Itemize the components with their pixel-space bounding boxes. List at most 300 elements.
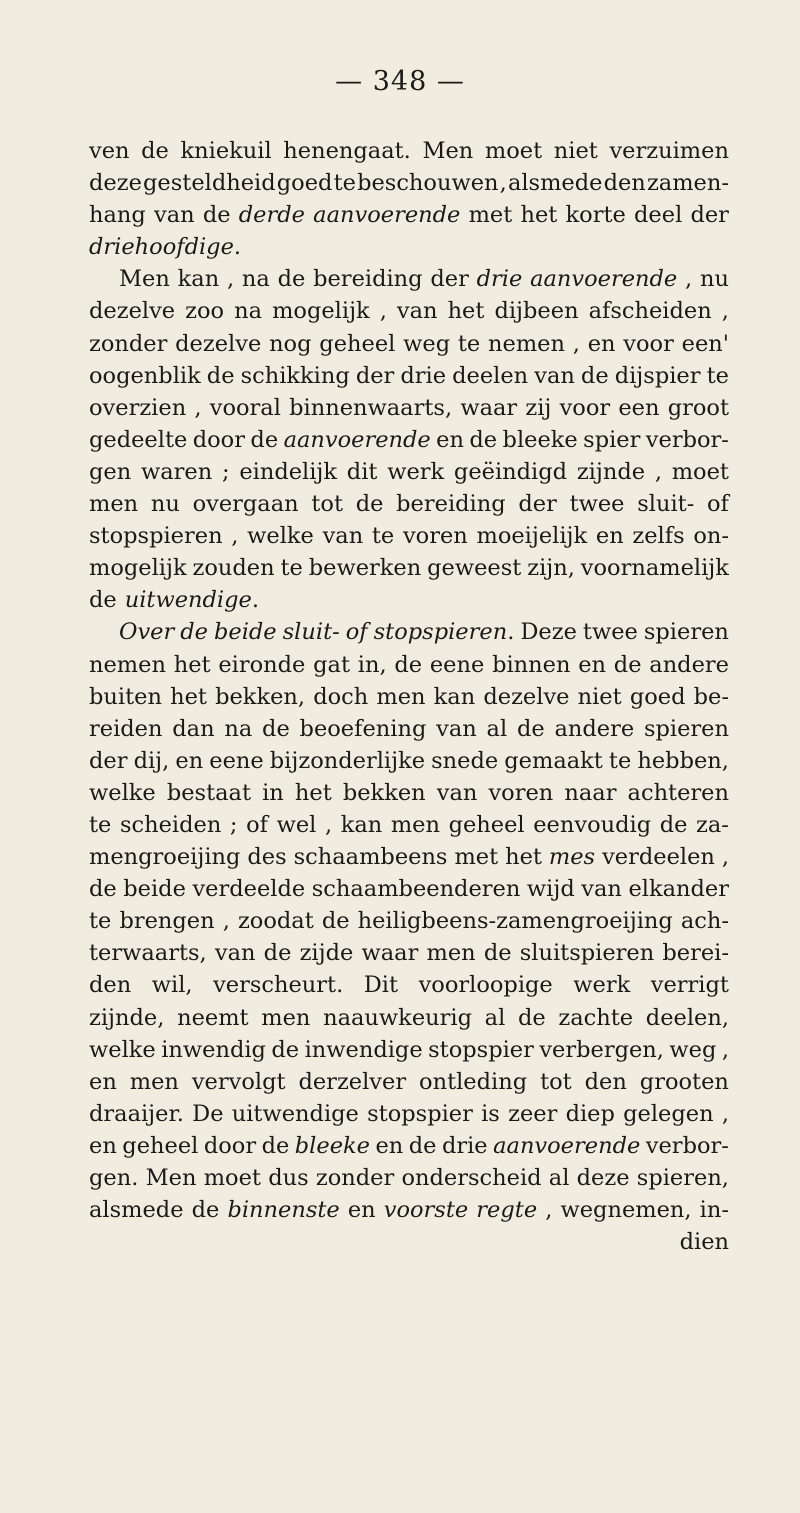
word: der [430, 266, 469, 293]
word: binnenwaarts, [289, 394, 453, 421]
word: gelegen [623, 1100, 714, 1127]
word: binnen [492, 651, 571, 678]
word: brengen [119, 908, 215, 935]
word: stopspier [367, 1100, 473, 1127]
word: werk [573, 972, 631, 999]
body-text [89, 135, 729, 1258]
word: de [516, 715, 545, 742]
text-line [89, 520, 729, 552]
text-line [89, 360, 729, 392]
word: mogelijk [89, 555, 187, 582]
word: met [468, 202, 513, 229]
word: welke [89, 1036, 156, 1063]
word: zonder [315, 1165, 395, 1191]
word: de [517, 1004, 546, 1031]
word: is [481, 1100, 500, 1127]
word: beide [123, 876, 186, 903]
word: zij [525, 394, 552, 421]
word: berei- [662, 940, 729, 967]
word: men [426, 940, 476, 967]
word: waren [140, 458, 213, 485]
word: , [721, 844, 729, 871]
word: ontleding [419, 1068, 528, 1095]
word: deelen [452, 362, 529, 389]
word: en [347, 1197, 376, 1224]
word: de [262, 715, 290, 742]
word: naar [564, 779, 617, 806]
word: diep [565, 1100, 615, 1127]
page-number-header: — 348 — [335, 66, 465, 97]
word: andere [649, 651, 729, 678]
text-line [89, 873, 729, 905]
word: eenvoudig [533, 811, 652, 838]
word: voornamelijk [580, 555, 729, 582]
word: kan [177, 266, 220, 293]
word: zamen- [646, 170, 729, 197]
word: binnenste [227, 1197, 340, 1224]
word: in [262, 779, 284, 806]
word: achteren [627, 779, 729, 806]
word: welke [89, 779, 156, 806]
word: en [89, 1132, 117, 1159]
word: schaambeenderen [311, 876, 521, 903]
text-line [89, 905, 729, 937]
word: goed [629, 683, 686, 710]
word: het [173, 651, 211, 678]
word: overzien [89, 394, 187, 421]
word: zelfs [632, 523, 685, 550]
word: , [194, 394, 202, 421]
word: buiten [89, 683, 162, 710]
word: te [457, 330, 481, 357]
word: eene [209, 747, 264, 774]
word: een' [681, 330, 729, 357]
word: Men [119, 266, 170, 293]
word: de [613, 651, 642, 678]
word: ach- [680, 908, 729, 935]
word: twee [582, 619, 638, 646]
text-line [89, 488, 729, 520]
word: spieren [643, 715, 729, 742]
word: alsmede [89, 1197, 184, 1224]
word: men [261, 1004, 311, 1031]
word: beoefening [299, 715, 427, 742]
word: mogelijk [272, 298, 370, 325]
word: de [394, 651, 423, 678]
word: bleeke [502, 426, 578, 453]
word: van [396, 298, 438, 325]
text-line [89, 231, 729, 263]
word: bereiding [396, 491, 506, 518]
word: de [141, 138, 169, 164]
word: en [375, 1132, 404, 1159]
word: geheel [122, 1132, 199, 1159]
word: sluit- [637, 491, 695, 518]
word: stopspieren [89, 523, 223, 550]
word: der [89, 747, 128, 774]
word: tot [540, 1068, 572, 1095]
word: de [659, 811, 688, 838]
word: scheiden [119, 811, 222, 838]
word: na [224, 715, 253, 742]
word: en [587, 330, 616, 357]
word: Men [145, 1165, 197, 1191]
word: Over [119, 619, 175, 646]
word: en [436, 426, 464, 453]
word: voorste [383, 1197, 469, 1224]
word: zijnde [576, 458, 646, 485]
word: sluitspieren [519, 940, 655, 967]
word: aanvoerende [530, 266, 678, 293]
word: met [454, 844, 499, 871]
word: bestaat [166, 779, 252, 806]
word: derzelver [298, 1068, 407, 1095]
text-line [89, 1066, 729, 1098]
word: en [578, 651, 607, 678]
word: alsmede [507, 170, 603, 197]
word: bekken [342, 779, 426, 806]
word: van [322, 523, 364, 550]
word: het [447, 298, 485, 325]
word: tot [311, 491, 343, 518]
word: mengroeijing [89, 844, 241, 871]
word: men [390, 811, 440, 838]
word: moet [484, 138, 543, 164]
word: gen [89, 458, 132, 485]
word: , [721, 1100, 729, 1127]
text-line [89, 649, 729, 681]
word: verdeelde [192, 876, 306, 903]
word: regte [476, 1197, 538, 1224]
word: hebben, [637, 747, 729, 774]
word: reiden [89, 715, 163, 742]
word: van [534, 362, 575, 389]
text-line [89, 424, 729, 456]
word: driehoofdige. [89, 234, 242, 261]
word: het [505, 844, 542, 871]
word: de [271, 1036, 300, 1063]
word: uitwendige. [124, 587, 259, 614]
word: voorloopige [418, 972, 553, 999]
word: beide [213, 619, 277, 646]
word: , [721, 298, 729, 325]
word: de [89, 587, 117, 614]
word: eene [429, 651, 485, 678]
word: ven [89, 138, 130, 164]
word: doch [313, 683, 369, 710]
word: ; [229, 811, 238, 838]
text-line [89, 745, 729, 777]
word: , [654, 458, 662, 485]
word: zijnde, [89, 1004, 165, 1031]
word: verbergen, [539, 1036, 664, 1063]
word: dijbeen [494, 298, 579, 325]
word: beschouwen [357, 170, 499, 197]
word: nemen [488, 330, 565, 357]
word: groot [667, 394, 729, 421]
word: , [499, 170, 507, 197]
word: in, [357, 651, 387, 678]
word: moet [671, 458, 729, 485]
text-line [89, 1098, 729, 1130]
word: deze [576, 1165, 630, 1191]
word: dit [346, 458, 378, 485]
word: kniekuil [180, 138, 272, 164]
word: eironde [218, 651, 306, 678]
word: inwendig [161, 1036, 266, 1063]
word: de [261, 1132, 290, 1159]
word: stopspier [428, 1036, 534, 1063]
word: andere [554, 715, 635, 742]
word: de [191, 1197, 220, 1224]
word: der [518, 491, 557, 518]
word: gemaakt [504, 747, 603, 774]
word: naauwkeurig [323, 1004, 472, 1031]
word: der [690, 202, 729, 229]
word: een [618, 394, 660, 421]
text-line [89, 1034, 729, 1066]
text-line [89, 392, 729, 424]
word: dezelve [483, 683, 570, 710]
word: moet [203, 1165, 261, 1191]
word: geheel [448, 811, 525, 838]
word: zachte [558, 1004, 634, 1031]
word: den [584, 1068, 627, 1095]
word: Deze [520, 619, 577, 646]
word: schaambeens [293, 844, 448, 871]
word: verzuimen [609, 138, 729, 164]
word: de [263, 940, 292, 967]
word: vervolgt [191, 1068, 286, 1095]
word: bekken, [215, 683, 306, 710]
word: al [486, 715, 508, 742]
word: te [371, 523, 395, 550]
text-line [89, 295, 729, 327]
word: de [483, 940, 512, 967]
word: zijn, [527, 555, 575, 582]
word: neemt [177, 1004, 249, 1031]
word: on- [693, 523, 729, 550]
word: te [608, 747, 632, 774]
word: oogenblik [89, 362, 201, 389]
word: elkander [628, 876, 729, 903]
word: in- [699, 1197, 729, 1224]
word: wel [276, 811, 317, 838]
word: de [180, 619, 208, 646]
word: aanvoerende [313, 202, 461, 229]
word: aanvoerende [493, 1132, 641, 1159]
word: van [436, 715, 477, 742]
word: Dit [363, 972, 399, 999]
word: , [685, 266, 693, 293]
word: dan [172, 715, 215, 742]
text-line [89, 1226, 729, 1258]
text-line [89, 552, 729, 584]
text-line [89, 199, 729, 231]
word: van [154, 202, 195, 229]
word: inwendige [304, 1036, 423, 1063]
word: deel [634, 202, 683, 229]
word: De [192, 1100, 224, 1127]
word: twee [569, 491, 625, 518]
word: , [324, 811, 333, 838]
word: weg [403, 330, 451, 357]
word: spier [583, 426, 641, 453]
word: men [376, 683, 426, 710]
word: drie [400, 362, 447, 389]
word: men [129, 1068, 179, 1095]
word: , [231, 523, 239, 550]
word: geweest [427, 555, 522, 582]
word: overgaan [192, 491, 299, 518]
word: Men [422, 138, 474, 164]
text-line [89, 809, 729, 841]
word: ; [221, 458, 230, 485]
text-line [89, 777, 729, 809]
text-line [89, 969, 729, 1001]
word: na [234, 298, 263, 325]
text-line [89, 713, 729, 745]
word: wegnemen, [560, 1197, 692, 1224]
word: gesteldheid [143, 170, 276, 197]
text-line [89, 1162, 729, 1194]
word: spieren, [636, 1165, 729, 1191]
text-line [89, 1002, 729, 1034]
word: nog [269, 330, 312, 357]
word: dijspier [614, 362, 701, 389]
word: wijd [526, 876, 575, 903]
word: vooral [209, 394, 281, 421]
word: , [379, 298, 387, 325]
word: het [520, 202, 558, 229]
word: terwaarts, [89, 940, 207, 967]
word: verdeelen [602, 844, 715, 871]
word: dus [268, 1165, 309, 1191]
word: , [721, 1036, 729, 1063]
word: , [226, 266, 235, 293]
word: , [572, 330, 580, 357]
word: te [89, 811, 112, 838]
text-line [89, 1130, 729, 1162]
text-line [89, 616, 729, 648]
word: stopspieren. [373, 619, 515, 646]
word: door [203, 1132, 257, 1159]
word: dij, [133, 747, 170, 774]
word: werk [387, 458, 445, 485]
word: bijzonderlijke [269, 747, 426, 774]
word: of [707, 491, 729, 518]
word: goed [276, 170, 333, 197]
word: verrigt [650, 972, 729, 999]
text-line [89, 841, 729, 873]
text-line [89, 263, 729, 295]
word: drie [476, 266, 523, 293]
text-line [89, 135, 729, 167]
text-line [89, 1194, 729, 1226]
word: en [595, 523, 624, 550]
word: , [545, 1197, 553, 1224]
word: verscheurt. [213, 972, 344, 999]
word: te [706, 362, 729, 389]
word: afscheiden [588, 298, 712, 325]
word: kan [433, 683, 476, 710]
word: voren [402, 523, 468, 550]
word: men [89, 491, 139, 518]
word: al [484, 1004, 506, 1031]
word: nemen [89, 651, 166, 678]
word: draaijer. [89, 1100, 184, 1127]
word: onderscheid [401, 1165, 542, 1191]
word: dezelve [89, 298, 176, 325]
text-line [89, 167, 729, 199]
word: welke [247, 523, 314, 550]
word: voor [623, 330, 674, 357]
word: van [436, 779, 478, 806]
word: za- [696, 811, 729, 838]
word: gat [313, 651, 350, 678]
word: verbor- [645, 1132, 729, 1159]
text-line [89, 456, 729, 488]
word: niet [577, 683, 622, 710]
word: kan [340, 811, 383, 838]
word: den [89, 972, 132, 999]
word: den [603, 170, 646, 197]
text-line [89, 584, 729, 616]
word: of [345, 619, 368, 646]
word: der [355, 362, 395, 389]
word: de [277, 266, 306, 293]
word: deze [89, 170, 142, 197]
word: de [408, 1132, 437, 1159]
word: voor [559, 394, 611, 421]
word: of [246, 811, 268, 838]
word: waar [460, 394, 518, 421]
word: na [241, 266, 270, 293]
word: dien [679, 1229, 729, 1256]
word: schikking [240, 362, 350, 389]
word: en [175, 747, 204, 774]
word: de [580, 362, 609, 389]
word: al [548, 1165, 570, 1191]
word: de [202, 202, 231, 229]
word: verbor- [645, 426, 729, 453]
word: het [294, 779, 332, 806]
text-line [89, 681, 729, 713]
word: des [247, 844, 287, 871]
word: dezelve [175, 330, 262, 357]
word: niet [553, 138, 598, 164]
word: voren [488, 779, 554, 806]
word: gedeelte [89, 426, 188, 453]
word: moeijelijk [476, 523, 588, 550]
word: het [170, 683, 207, 710]
word: waar [361, 940, 419, 967]
word: zoo [185, 298, 225, 325]
word: geëindigd [453, 458, 568, 485]
word: en [89, 1068, 117, 1095]
word: deelen, [645, 1004, 729, 1031]
word: te [280, 555, 303, 582]
word: van [581, 876, 622, 903]
word: snede [431, 747, 499, 774]
word: zonder [89, 330, 168, 357]
word: zijde [299, 940, 354, 967]
word: drie [441, 1132, 488, 1159]
word: te [333, 170, 356, 197]
word: henengaat. [283, 138, 411, 164]
word: gen. [89, 1165, 139, 1191]
word: korte [565, 202, 626, 229]
